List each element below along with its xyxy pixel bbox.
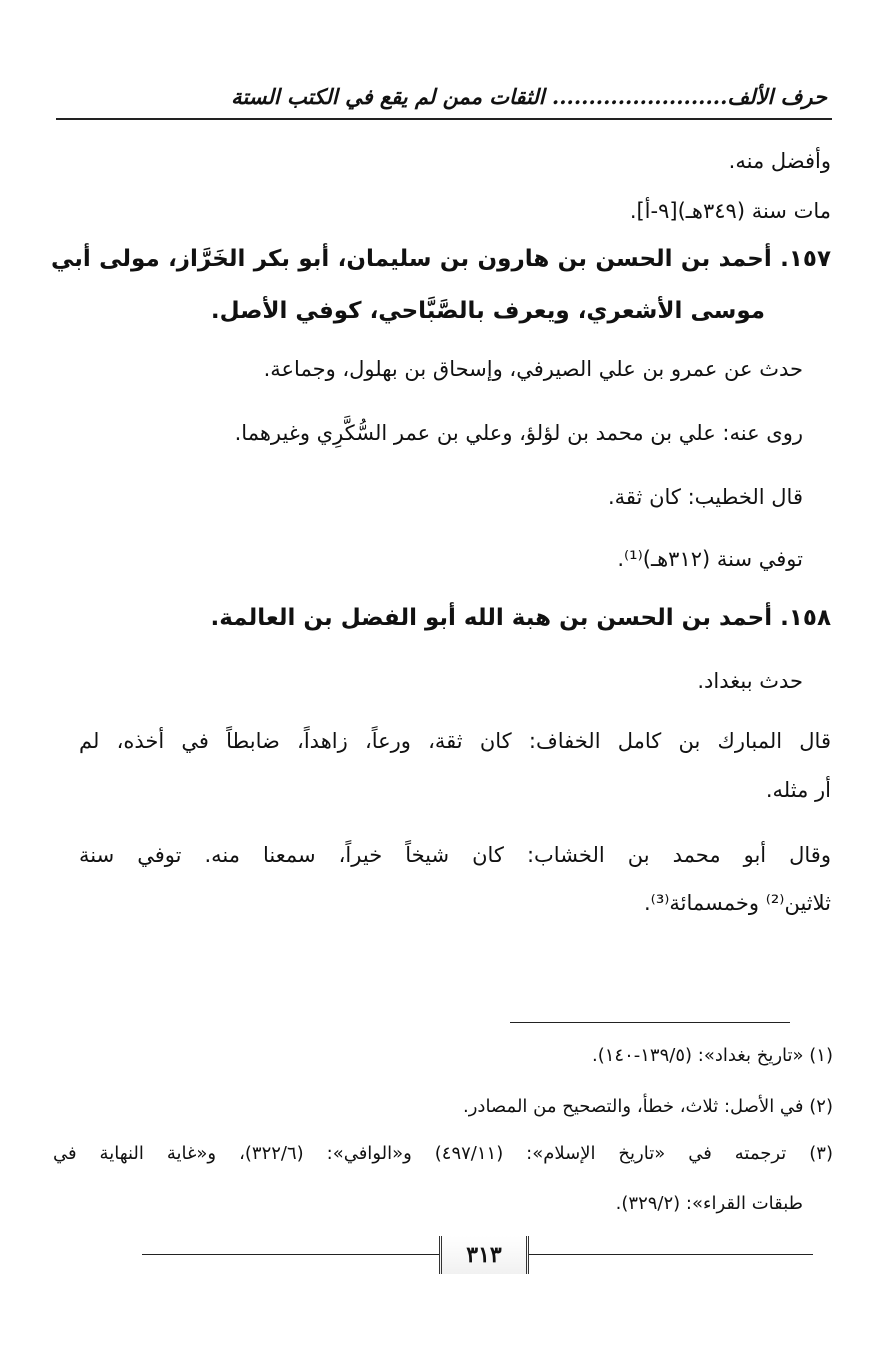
footer-rule-right [523, 1254, 813, 1255]
text-line: حدث ببغداد. [697, 669, 803, 693]
footer-rule-left [142, 1254, 439, 1255]
entry-157-heading-cont: موسى الأشعري، ويعرف بالصَّبَّاحي، كوفي الأصل. [210, 298, 765, 324]
page-number: ٣١٣ [439, 1236, 529, 1274]
header-divider [56, 118, 832, 120]
footnote-2: (٢) في الأصل: ثلاث، خطأ، والتصحيح من المصادر. [463, 1096, 833, 1117]
running-header: حرف الألف........................ الثقات ممن لم يقع في الكتب الستة [231, 83, 827, 109]
text-line: وأفضل منه. [728, 149, 831, 173]
text-line: أر مثله. [765, 778, 831, 802]
entry-158-heading: ١٥٨. أحمد بن الحسن بن هبة الله أبو الفضل بن العالمة. [210, 605, 831, 631]
text-line: حدث عن عمرو بن علي الصيرفي، وإسحاق بن بهلول، وجماعة. [263, 357, 803, 381]
entry-157-heading: ١٥٧. أحمد بن الحسن بن هارون بن سليمان، أبو بكر الخَرَّاز، مولى أبي [51, 246, 831, 272]
text-line: روى عنه: علي بن محمد بن لؤلؤ، وعلي بن عمر السُّكَّرِي وغيرهما. [234, 421, 803, 445]
text-line: مات سنة (٣٤٩هـ)[٩-أ]. [629, 199, 831, 223]
footnote-3-cont: طبقات القراء»: (٣٢٩/٢). [615, 1193, 803, 1214]
text-line: قال المبارك بن كامل الخفاف: كان ثقة، ورعاً، زاهداً، ضابطاً في أخذه، لم [79, 729, 831, 753]
footnote-3: (٣) ترجمته في «تاريخ الإسلام»: (٤٩٧/١١) و«الوافي»: (٣٢٢/٦)، و«غاية النهاية في [53, 1143, 833, 1164]
footnote-separator [510, 1022, 790, 1023]
text-line: توفي سنة (٣١٢هـ)⁽¹⁾. [617, 547, 803, 571]
footnote-1: (١) «تاريخ بغداد»: (١٣٩/٥-١٤٠). [592, 1045, 833, 1066]
text-line: ثلاثين⁽²⁾ وخمسمائة⁽³⁾. [643, 891, 831, 915]
text-line: قال الخطيب: كان ثقة. [608, 485, 803, 509]
text-line: وقال أبو محمد بن الخشاب: كان شيخاً خيراً، سمعنا منه. توفي سنة [79, 843, 831, 867]
